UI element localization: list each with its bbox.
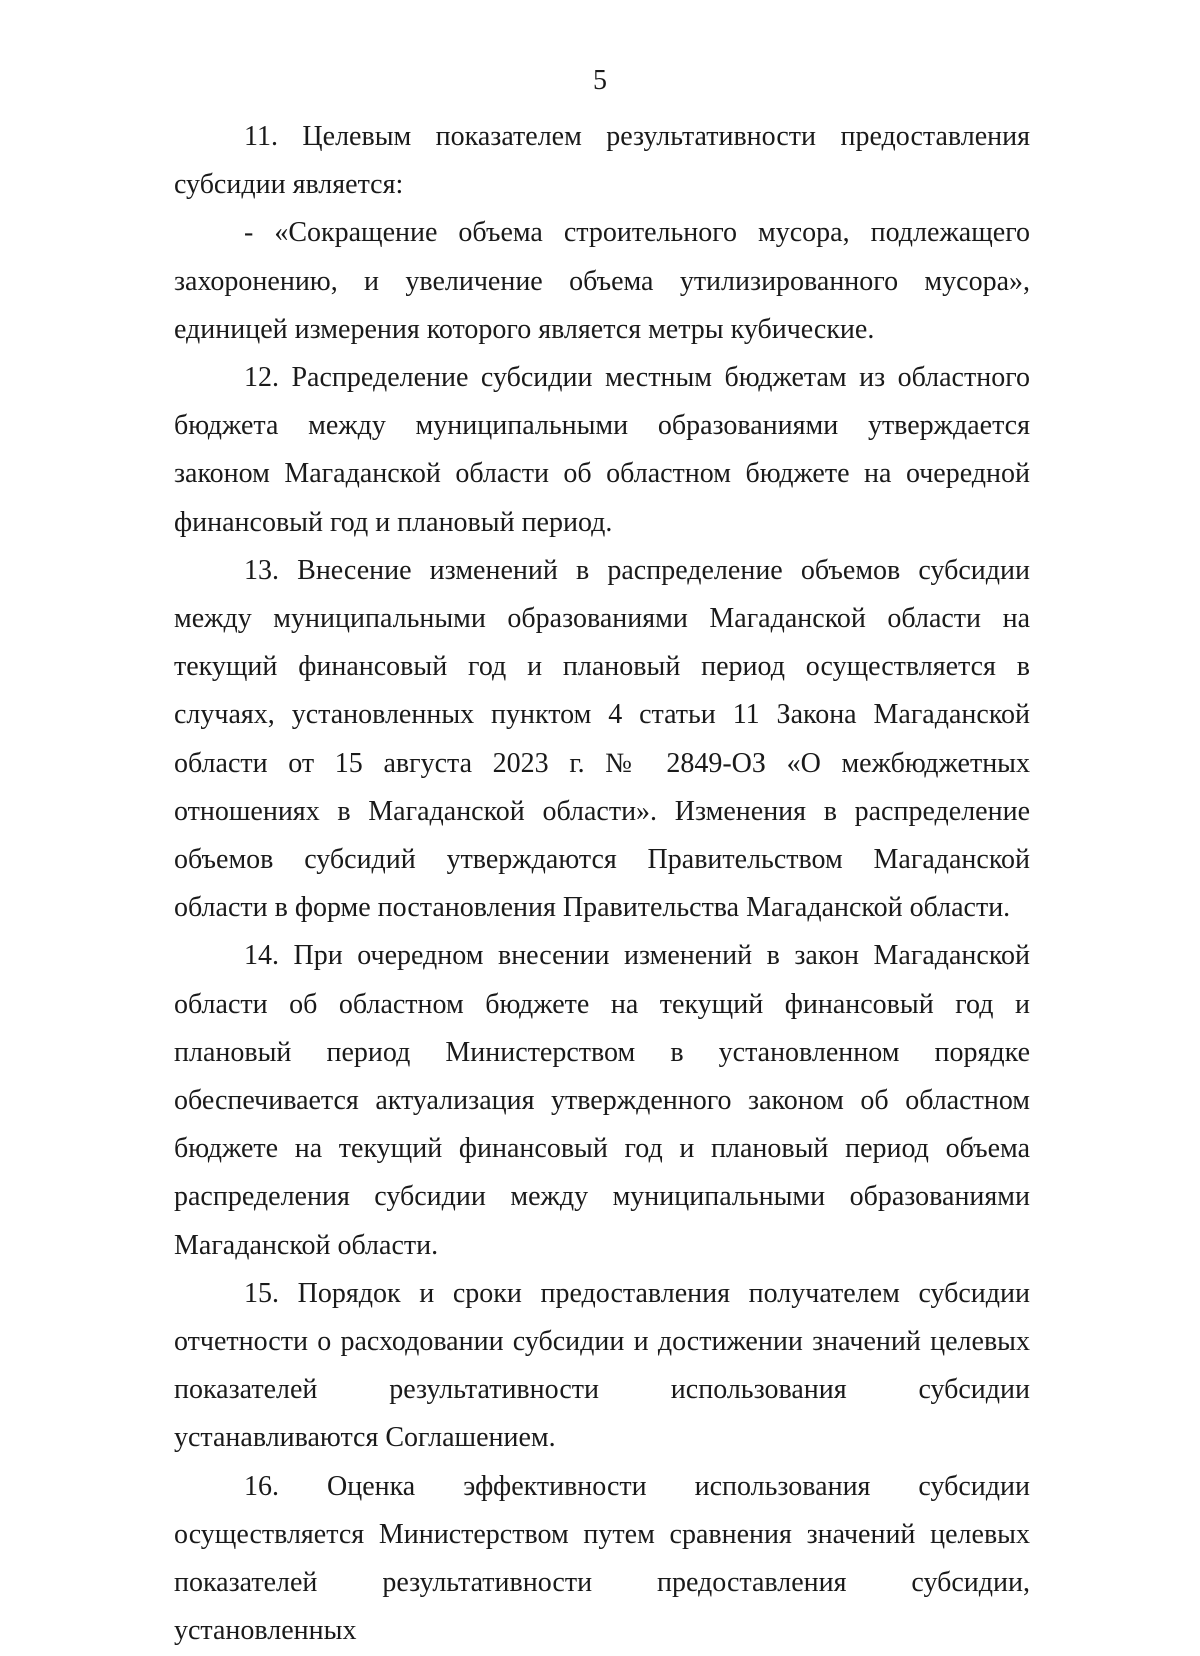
paragraph-16: 16. Оценка эффективности использования субсидии осуществляется Министерством путем сравнения значений целевых показателей результативности предоставления субсидии, установленных (174, 1470, 1030, 1647)
paragraph-12: 12. Распределение субсидии местным бюджетам из областного бюджета между муниципальными образованиями утверждается законом Магаданской области об областном бюджете на очередной финансовый год и плановый период. (174, 362, 1030, 538)
paragraph-15: 15. Порядок и сроки предоставления получателем субсидии отчетности о расходовании субсидии и достижении значений целевых показателей результативности использования субсидии устанавливаются Соглашением. (174, 1277, 1030, 1454)
paragraph-11-indicator: - «Сокращение объема строительного мусора, подлежащего захоронению, и увеличение объема утилизированного мусора», единицей измерения которого является метры кубические. (174, 217, 1030, 345)
paragraph-14: 14. При очередном внесении изменений в закон Магаданской области об областном бюджете на текущий финансовый год и плановый период Министерством в установленном порядке обеспечивается актуализация утвержденного законом об областном бюджете на текущий финансовый год и плановый период объема распределения субсидии между муниципальными образованиями Магаданской области. (174, 940, 1030, 1261)
paragraph-11: 11. Целевым показателем результативности предоставления субсидии является: (174, 121, 1030, 201)
paragraph-13: 13. Внесение изменений в распределение объемов субсидии между муниципальными образованиями Магаданской области на текущий финансовый год и плановый период осуществляется в случаях, установленных пунктом 4 статьи 11 Закона Магаданской области от 15 августа 2023 г. № 2849-ОЗ «О межбюджетных отношениях в Магаданской области». Изменения в распределение объемов субсидий утверждаются Правительством Магаданской области в форме постановления Правительства Магаданской области. (174, 554, 1030, 924)
page-number: 5 (593, 65, 607, 96)
document-body (174, 113, 1030, 1656)
